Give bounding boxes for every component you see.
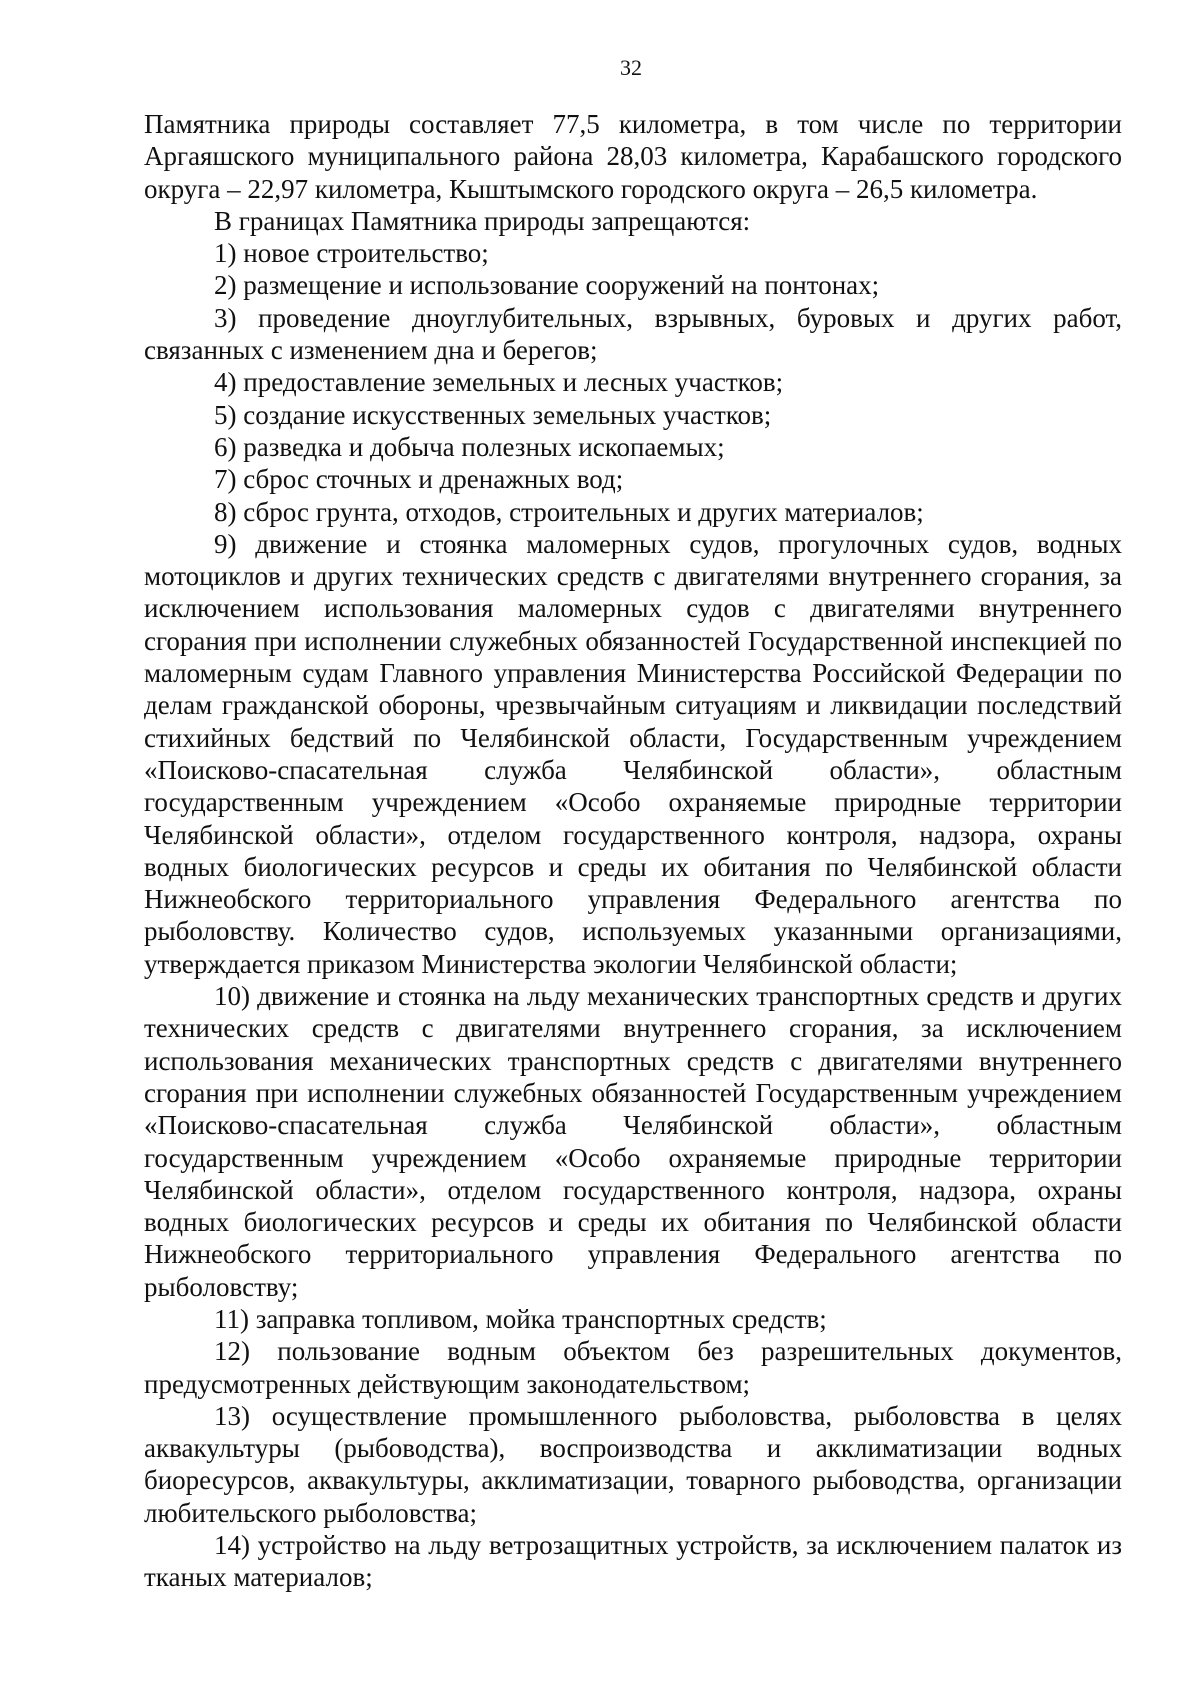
list-item-8: 8) сброс грунта, отходов, строительных и других материалов; <box>214 496 924 527</box>
page-number: 32 <box>620 55 642 80</box>
document-body <box>144 108 1122 1594</box>
list-item-2: 2) размещение и использование сооружений на понтонах; <box>214 270 880 301</box>
list-item-7: 7) сброс сточных и дренажных вод; <box>214 464 624 495</box>
list-item-6: 6) разведка и добыча полезных ископаемых; <box>214 431 725 462</box>
list-item-3: 3) проведение дноуглубительных, взрывных, буровых и других работ, связанных с изменением дна и берегов; <box>144 302 1122 366</box>
paragraph-prohibitions-intro: В границах Памятника природы запрещаются: <box>214 205 751 236</box>
list-item-5: 5) создание искусственных земельных участков; <box>214 399 772 430</box>
list-item-11: 11) заправка топливом, мойка транспортных средств; <box>214 1303 827 1334</box>
list-item-1: 1) новое строительство; <box>214 238 489 269</box>
list-item-4: 4) предоставление земельных и лесных участков; <box>214 367 784 398</box>
list-item-12: 12) пользование водным объектом без разрешительных документов, предусмотренных действующим законодательством; <box>144 1336 1122 1399</box>
list-item-10: 10) движение и стоянка на льду механических транспортных средств и других технических средств с двигателями внутреннего сгорания, за исключением использования механических транспортных средств с двигателями внутреннего сгорания при исполнении служебных обязанностей Государственным учреждением «Поисково-спасательная служба Челябинской области», областным государственным учреждением «Особо охраняемые природные территории Челябинской области», отделом государственного контроля, надзора, охраны водных биологических ресурсов и среды их обитания по Челябинской области Нижнеобского территориального управления Федерального агентства по рыболовству; <box>144 981 1122 1302</box>
list-item-14: 14) устройство на льду ветрозащитных устройств, за исключением палаток из тканых материалов; <box>144 1530 1122 1593</box>
list-item-9: 9) движение и стоянка маломерных судов, прогулочных судов, водных мотоциклов и других технических средств с двигателями внутреннего сгорания, за исключением использования маломерных судов с двигателями внутреннего сгорания при исполнении служебных обязанностей Государственной инспекцией по маломерным судам Главного управления Министерства Российской Федерации по делам гражданской обороны, чрезвычайным ситуациям и ликвидации последствий стихийных бедствий по Челябинской области, Государственным учреждением «Поисково-спасательная служба Челябинской области», областным государственным учреждением «Особо охраняемые природные территории Челябинской области», отделом государственного контроля, надзора, охраны водных биологических ресурсов и среды их обитания по Челябинской области Нижнеобского территориального управления Федерального агентства по рыболовству. Количество судов, используемых указанными организациями, утверждается приказом Министерства экологии Челябинской области; <box>144 528 1122 979</box>
list-item-13: 13) осуществление промышленного рыболовства, рыболовства в целях аквакультуры (рыбоводства), воспроизводства и акклиматизации водных биоресурсов, аквакультуры, акклиматизации, товарного рыбоводства, организации любительского рыболовства; <box>144 1400 1122 1528</box>
paragraph-continuation: Памятника природы составляет 77,5 километра, в том числе по территории Аргаяшского муниципального района 28,03 километра, Карабашского городского округа – 22,97 километра, Кыштымского городского округа – 26,5 километра. <box>144 109 1122 204</box>
